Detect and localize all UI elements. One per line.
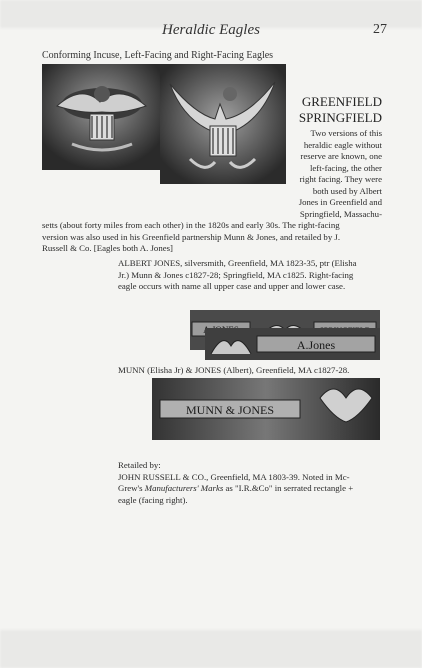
para-line: left-facing, the other (309, 162, 382, 173)
para-line: Retailed by: (118, 460, 161, 470)
intro-paragraph-full (42, 220, 382, 255)
running-title: Heraldic Eagles (162, 22, 260, 38)
para-line: reserve are known, one (300, 151, 382, 161)
para-line (118, 483, 382, 495)
mark-a-jones-mixed: A.Jones (296, 338, 336, 352)
eagle-photo-right (160, 64, 286, 184)
para-line: Jones in Greenfield and (298, 197, 382, 207)
mark-munn-jones: MUNN & JONES (185, 403, 275, 417)
book-title: Manufacturers' Marks (144, 483, 224, 493)
mark-strip-icon (205, 328, 380, 360)
location-heading-line-2: SPRINGFIELD (298, 110, 382, 125)
text-run: as "I.R.&Co" in serrated rectangle + (225, 483, 354, 493)
para-line: eagle occurs with name all upper case and upper and lower case. (118, 281, 346, 291)
page-number: 27 (373, 22, 387, 37)
para-line: Russell & Co. [Eagles both A. Jones] (42, 243, 173, 253)
mark-strip-icon (152, 378, 380, 440)
munn-jones-entry: MUNN (Elisha Jr) & JONES (Albert), Greenfield, MA c1827-28. (118, 365, 350, 375)
para-line: version was also used in his Greenfield partnership Munn & Jones, and retailed by J. (42, 231, 341, 242)
para-line: Springfield, Massachu- (299, 208, 382, 219)
running-header (0, 22, 422, 44)
left-facing-eagle-icon (42, 64, 160, 170)
mark-photo-jones-mixed (205, 328, 380, 360)
mark-photo-munn-jones (152, 378, 380, 440)
para-line: heraldic eagle without (303, 139, 382, 150)
para-line: Two versions of this (310, 128, 382, 138)
text-run: Grew's (118, 483, 143, 493)
right-facing-eagle-icon (160, 64, 286, 184)
para-line: JOHN RUSSELL & CO., Greenfield, MA 1803-39. Noted in Mc- (118, 471, 350, 482)
para-line: Jr.) Munn & Jones c1827-28; Springfield, MA c1825. Right-facing (118, 269, 354, 280)
para-line: eagle (facing right). (118, 494, 188, 505)
show-through-bottom (0, 630, 422, 668)
para-line: setts (about forty miles from each other) in the 1820s and early 30s. The right-facing (42, 220, 340, 230)
eagle-photo-left (42, 64, 160, 170)
location-heading (292, 94, 382, 126)
russell-entry (118, 460, 382, 506)
para-line: right facing. They were (299, 174, 382, 184)
albert-jones-entry (118, 258, 382, 293)
para-line: ALBERT JONES, silversmith, Greenfield, MA 1823-35, ptr (Elisha (118, 258, 357, 268)
para-line: both used by Albert (312, 185, 382, 196)
location-heading-line-1: GREENFIELD (301, 94, 382, 109)
figure-caption: Conforming Incuse, Left-Facing and Right-Facing Eagles (42, 50, 274, 61)
intro-paragraph-column (292, 128, 382, 220)
